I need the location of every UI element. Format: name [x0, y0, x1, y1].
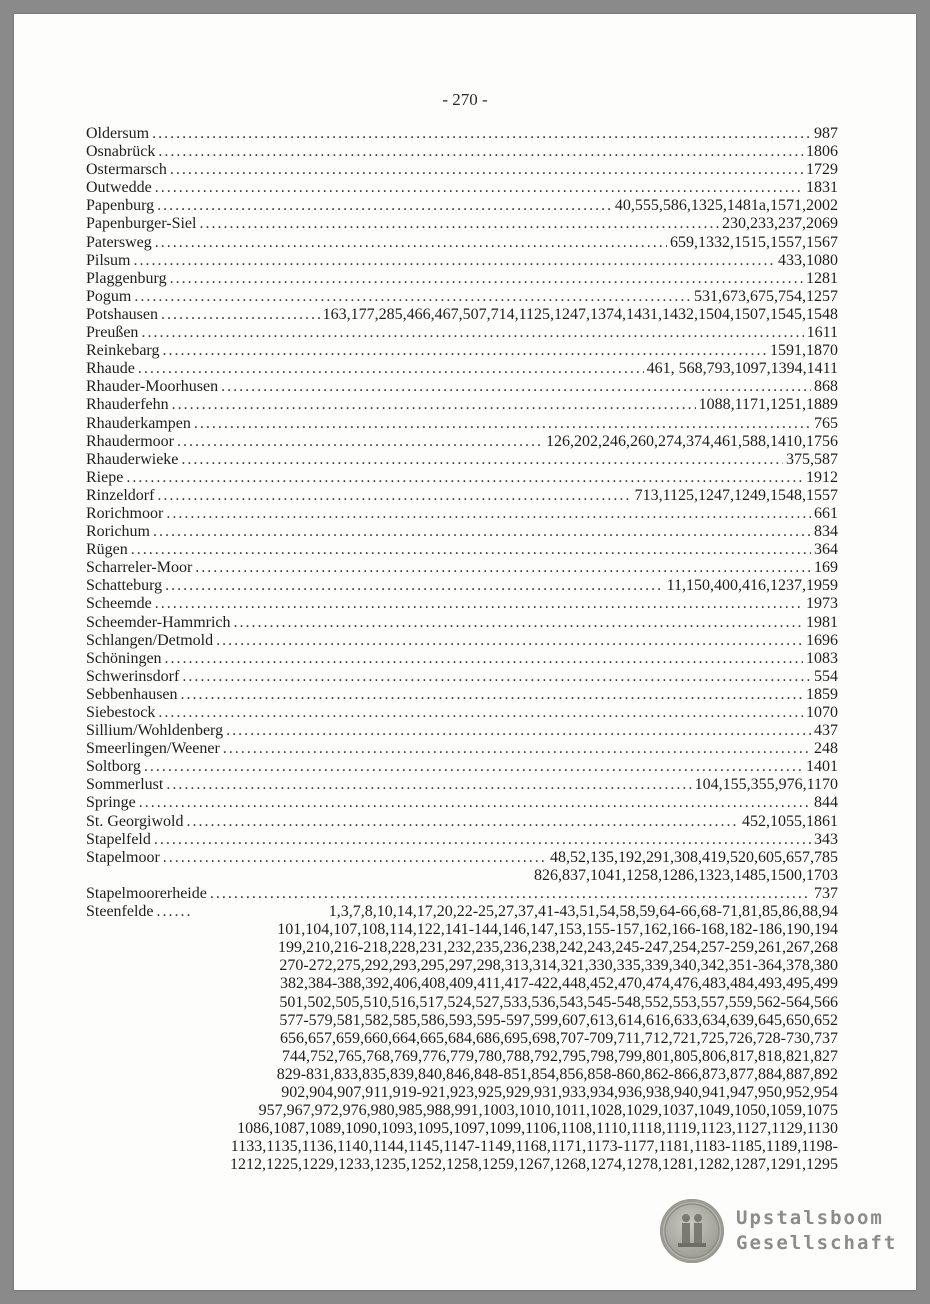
upstalsboom-logo [660, 1199, 897, 1263]
index-entry [86, 541, 838, 559]
place-name: Schlangen/Detmold [86, 631, 214, 649]
dot-leader [186, 813, 739, 831]
dot-leader [154, 831, 811, 849]
place-name: Rorichmoor [86, 504, 164, 522]
page-refs: 48,52,135,192,291,308,419,520,605,657,785 [550, 848, 838, 866]
dot-leader [163, 849, 547, 867]
steenfelde-refs-line: 1133,1135,1136,1140,1144,1145,1147-1149,1168,1171,1173-1177,1181,1183-1185,1189,1198- [230, 1138, 838, 1156]
steenfelde-refs-line: 957,967,972,976,980,985,988,991,1003,1010,1011,1028,1029,1037,1049,1050,1059,1075 [258, 1102, 838, 1120]
index-entry [86, 433, 838, 451]
index-entry [86, 324, 838, 342]
dot-leader [133, 252, 775, 270]
place-name: Riepe [86, 468, 124, 486]
dot-leader [153, 523, 811, 541]
place-name: Outwedde [86, 179, 152, 197]
index-entry [86, 161, 838, 179]
place-name: Siebestock [86, 704, 156, 721]
index-entry [86, 849, 838, 867]
index-entry [86, 776, 838, 794]
place-name: Patersweg [86, 233, 152, 251]
place-name: Rorichum [86, 523, 150, 541]
place-name: Rhauderkampen [86, 414, 191, 432]
place-name: Reinkebarg [86, 342, 160, 360]
steenfelde-refs-line: 101,104,107,108,114,122,141-144,146,147,153,155-157,162,166-168,182-186,190,194 [277, 921, 838, 939]
place-name: Papenburger-Siel [86, 215, 197, 233]
index-entry [86, 451, 838, 469]
index-entry [86, 686, 838, 704]
dot-leader [226, 722, 811, 740]
page-refs: 11,150,400,416,1237,1959 [666, 577, 838, 595]
index-entry [86, 378, 838, 396]
steenfelde-refs-line: 744,752,765,768,769,776,779,780,788,792,795,798,799,801,805,806,817,818,821,827 [282, 1047, 838, 1065]
dot-leader [165, 650, 803, 668]
place-name: Springe [86, 794, 136, 812]
dot-leader [223, 740, 811, 758]
dot-leader [157, 487, 631, 505]
page-refs: 1591,1870 [770, 342, 838, 360]
steenfelde-refs-line: 382,384-388,392,406,408,409,411,417-422,448,452,470,474,476,483,484,493,495,499 [279, 975, 838, 993]
place-name: Schwerinsdorf [86, 667, 180, 685]
dot-leader [177, 433, 543, 451]
steenfelde-refs-line: 199,210,216-218,228,231,232,235,236,238,242,243,245-247,254,257-259,261,267,268 [278, 939, 838, 957]
index-entry [86, 595, 838, 613]
place-name: Scheemder-Hammrich [86, 613, 231, 631]
index-entry [86, 813, 838, 831]
steenfelde-refs-line: 829-831,833,835,839,840,846,848-851,854,856,858-860,862-866,873,877,884,887,892 [276, 1065, 838, 1083]
place-name: Potshausen [86, 305, 158, 323]
index-entry [86, 396, 838, 414]
place-name: Osnabrück [86, 143, 156, 161]
place-name: Sillium/Wohldenberg [86, 722, 224, 740]
index-entry [86, 577, 838, 595]
index-entry [86, 559, 838, 577]
page-refs: 1,3,7,8,10,14,17,20,22-25,27,37,41-43,51,54,58,59,64-66,68-71,81,85,86,88,94 [328, 903, 838, 921]
page-refs: 461, 568,793,1097,1394,1411 [646, 360, 838, 378]
place-name: Sebbenhausen [86, 685, 178, 703]
page-refs: 375,587 [786, 450, 838, 468]
logo-line-2: Gesellschaft [736, 1232, 898, 1254]
page-refs: 40,555,586,1325,1481a,1571,2002 [614, 197, 838, 215]
steenfelde-refs-line: 501,502,505,510,516,517,524,527,533,536,543,545-548,552,553,557,559,562-564,566 [279, 993, 838, 1011]
dot-leader [181, 686, 803, 704]
place-name: Pogum [86, 287, 132, 305]
dot-leader [155, 234, 667, 252]
dot-leader [194, 415, 811, 433]
index-entry [86, 650, 838, 668]
dot-leader [195, 559, 811, 577]
page-refs: 1981 [806, 613, 838, 631]
index-entry [86, 668, 838, 686]
page-refs: 844 [814, 794, 838, 812]
steenfelde-refs-line: 1086,1087,1089,1090,1093,1095,1097,1099,1106,1108,1110,1118,1119,1123,1127,1129,1130 [237, 1120, 838, 1138]
index-entry [86, 632, 838, 650]
page-refs: 1281 [806, 269, 838, 287]
place-name: Rhauder-Moorhusen [86, 378, 219, 396]
dot-leader [158, 143, 803, 161]
index-entry [86, 469, 838, 487]
index-entry [86, 831, 838, 849]
dot-leader [157, 197, 612, 215]
place-name: Stapelfeld [86, 830, 151, 848]
page-refs: 1083 [806, 649, 838, 667]
dot-leader [166, 776, 691, 794]
place-name: Schatteburg [86, 577, 163, 595]
dot-leader [165, 577, 663, 595]
index-entry [86, 505, 838, 523]
index-entry [86, 270, 838, 288]
page-refs: 713,1125,1247,1249,1548,1557 [634, 486, 838, 504]
place-name: Schöningen [86, 649, 162, 667]
place-name: Oldersum [86, 125, 150, 142]
dot-leader [139, 794, 811, 812]
index-entry [86, 143, 838, 161]
dot-leader [144, 758, 803, 776]
page-refs: 1070 [806, 704, 838, 721]
dot-leader [162, 342, 767, 360]
page-refs: 661 [814, 504, 838, 522]
place-name: Stapelmoor [86, 848, 160, 866]
stapelmoor-continuation: 826,837,1041,1258,1286,1323,1485,1500,1703 [534, 866, 838, 884]
place-name: Rhauderwieke [86, 450, 179, 468]
index-entry [86, 197, 838, 215]
dot-leader [234, 614, 803, 632]
place-name: Rinzeldorf [86, 486, 155, 504]
page-refs: 531,673,675,754,1257 [694, 287, 838, 305]
dot-leader [155, 179, 803, 197]
page-refs: 364 [814, 541, 838, 559]
page-refs: 343 [814, 830, 838, 848]
page-refs: 163,177,285,466,467,507,714,1125,1247,1374,1431,1432,1504,1507,1545,1548 [322, 305, 838, 323]
page-refs: 248 [814, 740, 838, 758]
page-refs: 1806 [806, 143, 838, 161]
index-entry [86, 722, 838, 740]
dot-leader [131, 541, 811, 559]
page-refs: 104,155,355,976,1170 [694, 776, 838, 794]
steenfelde-refs-line: 902,904,907,911,919-921,923,925,929,931,933,934,936,938,940,941,947,950,952,954 [281, 1083, 838, 1101]
steenfelde-continuation [86, 921, 838, 1174]
steenfelde-refs-line: 270-272,275,292,293,295,297,298,313,314,321,330,335,339,340,342,351-364,378,380 [279, 957, 838, 975]
index-entry [86, 179, 838, 197]
index-entry [86, 125, 838, 143]
page-refs: 1859 [806, 685, 838, 703]
dot-leader [157, 903, 193, 921]
page-refs: 1696 [806, 631, 838, 649]
index-entry [86, 614, 838, 632]
dot-leader [199, 215, 719, 233]
page-refs: 868 [814, 378, 838, 396]
dot-leader [182, 668, 811, 686]
index-entry [86, 704, 838, 722]
steenfelde-refs-line: 1212,1225,1229,1233,1235,1252,1258,1259,1267,1268,1274,1278,1281,1282,1287,1291,1295 [230, 1156, 838, 1174]
steenfelde-refs-line: 656,657,659,660,664,665,684,686,695,698,707-709,711,712,721,725,726,728-730,737 [279, 1029, 838, 1047]
page-refs: 169 [814, 559, 838, 577]
page-refs: 1729 [806, 161, 838, 179]
page-refs: 987 [814, 125, 838, 142]
index-entry [86, 252, 838, 270]
dot-leader [152, 125, 811, 143]
index-entry [86, 215, 838, 233]
page-refs: 1831 [806, 179, 838, 197]
page-refs: 230,233,237,2069 [722, 215, 838, 233]
dot-leader [126, 469, 803, 487]
place-name: Ostermarsch [86, 161, 167, 179]
place-name: Pilsum [86, 251, 131, 269]
place-index [86, 125, 838, 1174]
dot-leader [210, 885, 811, 903]
place-name: Papenburg [86, 197, 155, 215]
place-name: Stapelmoorerheide [86, 884, 207, 902]
dot-leader [134, 288, 691, 306]
page-refs: 554 [814, 667, 838, 685]
place-name: Rhaude [86, 360, 135, 378]
place-name: Preußen [86, 324, 139, 342]
page-refs: 452,1055,1861 [742, 812, 838, 830]
dot-leader [221, 378, 811, 396]
index-entry [86, 288, 838, 306]
document-page [14, 14, 916, 1290]
place-name: Scharreler-Moor [86, 559, 193, 577]
place-name: Steenfelde [86, 903, 154, 921]
page-refs: 1912 [806, 468, 838, 486]
place-name: Plaggenburg [86, 269, 167, 287]
dot-leader [155, 595, 803, 613]
index-entry [86, 234, 838, 252]
index-entries [86, 125, 838, 867]
dot-leader [170, 270, 803, 288]
page-refs: 1088,1171,1251,1889 [698, 396, 838, 414]
steenfelde-refs-line: 577-579,581,582,585,586,593,595-597,599,607,613,614,616,633,634,639,645,650,652 [279, 1011, 838, 1029]
logo-text [736, 1206, 897, 1256]
page-refs: 437 [814, 722, 838, 740]
index-entry-steenfelde [86, 903, 838, 921]
page-refs: 1611 [806, 324, 838, 342]
dot-leader [141, 324, 803, 342]
place-name: Sommerlust [86, 776, 164, 794]
place-name: Rhauderfehn [86, 396, 169, 414]
index-entry [86, 306, 838, 324]
place-name: Smeerlingen/Weener [86, 740, 220, 758]
dot-leader [166, 505, 811, 523]
dot-leader [161, 306, 320, 324]
index-entry [86, 487, 838, 505]
page-refs: 765 [814, 414, 838, 432]
place-name: Rhaudermoor [86, 432, 174, 450]
page-refs: 1973 [806, 595, 838, 613]
page-refs: 659,1332,1515,1557,1567 [670, 233, 838, 251]
place-name: St. Georgiwold [86, 812, 184, 830]
logo-line-1: Upstalsboom [736, 1207, 884, 1229]
place-name: Scheemde [86, 595, 152, 613]
place-name: Soltborg [86, 758, 141, 776]
dot-leader [170, 161, 803, 179]
dot-leader [181, 451, 783, 469]
page-number: - 270 - [442, 90, 488, 109]
index-entry [86, 794, 838, 812]
place-name: Rügen [86, 541, 128, 559]
index-entry [86, 758, 838, 776]
dot-leader [216, 632, 803, 650]
dot-leader [158, 704, 803, 722]
index-entry [86, 523, 838, 541]
page-refs: 834 [814, 523, 838, 541]
page-refs: 1401 [806, 758, 838, 776]
page-refs: 433,1080 [778, 251, 838, 269]
index-entry [86, 415, 838, 433]
upstalsboom-seal-icon [660, 1199, 724, 1263]
index-entry [86, 740, 838, 758]
page-refs: 737 [814, 884, 838, 902]
index-entry [86, 342, 838, 360]
page-refs: 126,202,246,260,274,374,461,588,1410,1756 [546, 432, 838, 450]
dot-leader [138, 360, 644, 378]
index-entry [86, 360, 838, 378]
index-entry-stapelmoorerheide [86, 885, 838, 903]
dot-leader [172, 396, 696, 414]
